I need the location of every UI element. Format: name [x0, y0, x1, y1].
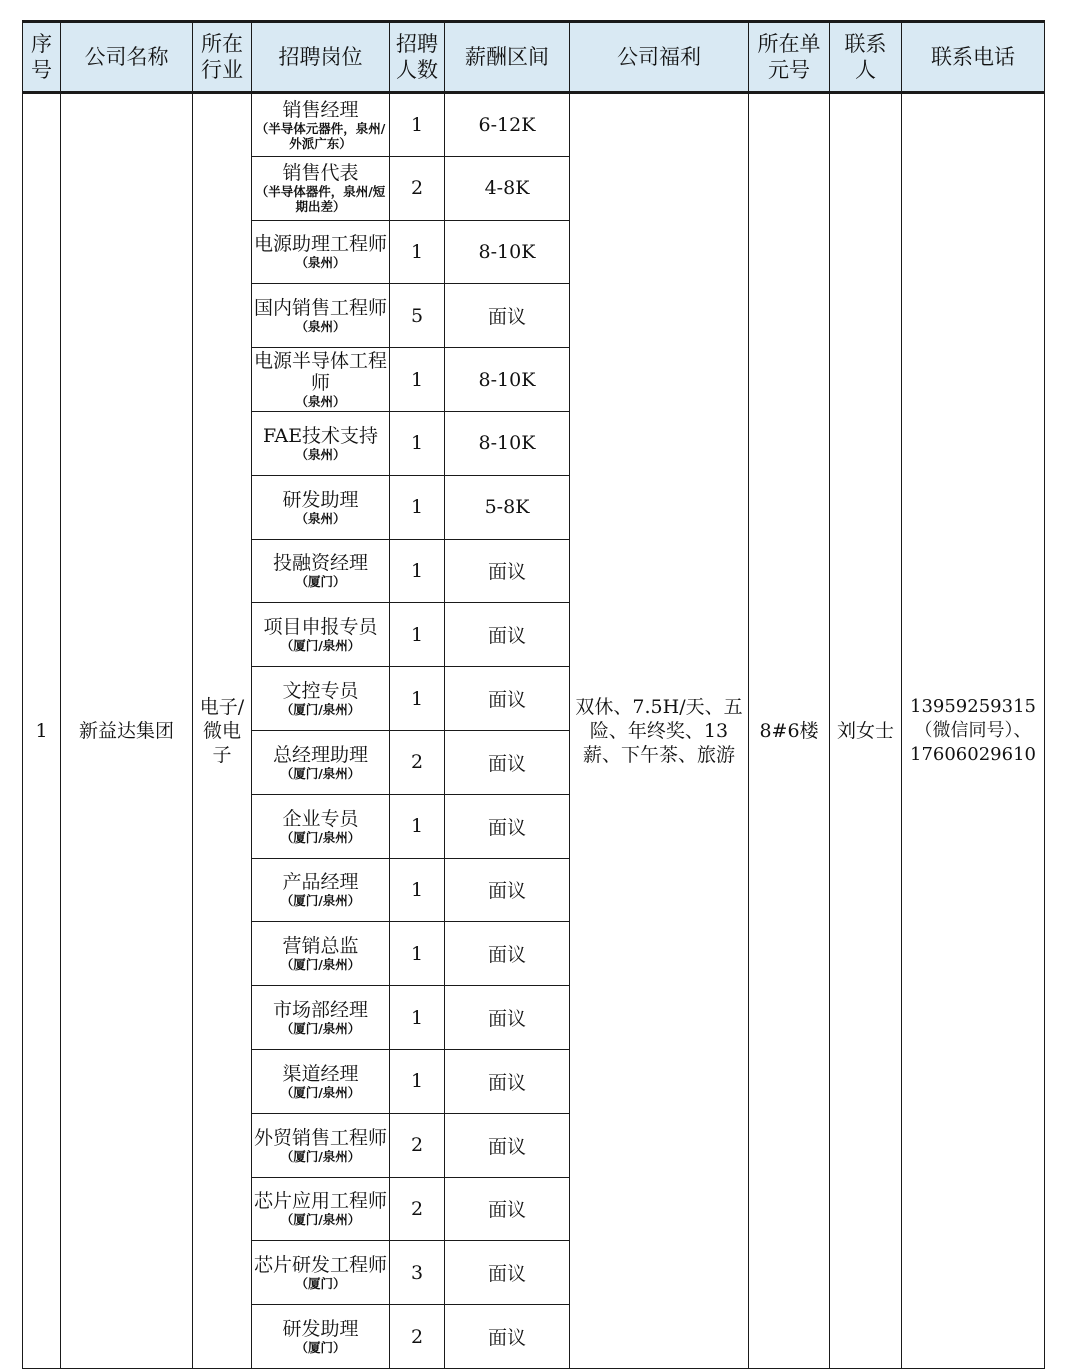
position-location: （厦门/泉州） [280, 702, 361, 718]
position-location: （厦门） [295, 574, 346, 590]
position-cell [252, 348, 390, 412]
position-count: 2 [390, 156, 445, 220]
position-salary: 8-10K [445, 220, 570, 284]
position-title: 国内销售工程师 [254, 297, 388, 320]
position-title: 文控专员 [282, 680, 359, 703]
position-location: （半导体元器件，泉州/外派广东） [255, 120, 386, 151]
position-title: 芯片研发工程师 [254, 1254, 388, 1277]
header-benefits: 公司福利 [570, 22, 749, 93]
company-name: 新益达集团 [61, 93, 193, 1369]
position-cell [252, 922, 390, 986]
position-count: 1 [390, 220, 445, 284]
position-salary: 6-12K [445, 93, 570, 157]
header-salary: 薪酬区间 [445, 22, 570, 93]
position-cell [252, 603, 390, 667]
position-location: （厦门） [295, 1340, 346, 1356]
position-salary: 面议 [445, 858, 570, 922]
position-location: （厦门/泉州） [280, 893, 361, 909]
header-row [23, 22, 1045, 93]
position-count: 1 [390, 794, 445, 858]
position-title: 项目申报专员 [263, 616, 378, 639]
position-count: 1 [390, 1049, 445, 1113]
table-row [23, 93, 1045, 157]
position-location: （半导体器件，泉州/短期出差） [255, 184, 386, 215]
position-title: 电源半导体工程师 [254, 350, 388, 395]
position-count: 2 [390, 730, 445, 794]
position-location: （厦门/泉州） [280, 957, 361, 973]
header-index: 序号 [23, 22, 61, 93]
position-location: （厦门/泉州） [280, 765, 361, 781]
position-title: 营销总监 [282, 935, 359, 958]
company-phone: 13959259315（微信同号）、17606029610 [902, 93, 1045, 1369]
position-salary: 面议 [445, 794, 570, 858]
position-salary: 面议 [445, 603, 570, 667]
position-location: （泉州） [295, 394, 346, 410]
position-location: （泉州） [295, 255, 346, 271]
position-title: 研发助理 [282, 1318, 359, 1341]
position-location: （厦门/泉州） [280, 1084, 361, 1100]
position-cell [252, 220, 390, 284]
position-salary: 面议 [445, 284, 570, 348]
position-count: 1 [390, 348, 445, 412]
position-salary: 面议 [445, 1305, 570, 1369]
position-count: 2 [390, 1177, 445, 1241]
position-title: 企业专员 [282, 807, 359, 830]
position-title: 渠道经理 [282, 1062, 359, 1085]
position-cell [252, 986, 390, 1050]
position-count: 5 [390, 284, 445, 348]
position-cell [252, 794, 390, 858]
position-cell [252, 539, 390, 603]
position-title: 芯片应用工程师 [254, 1190, 388, 1213]
header-industry: 所在行业 [193, 22, 252, 93]
position-cell [252, 284, 390, 348]
position-title: 产品经理 [282, 871, 359, 894]
position-cell [252, 1241, 390, 1305]
position-cell [252, 667, 390, 731]
position-title: 市场部经理 [272, 999, 368, 1022]
position-salary: 面议 [445, 1049, 570, 1113]
header-company: 公司名称 [61, 22, 193, 93]
position-count: 2 [390, 1305, 445, 1369]
position-salary: 面议 [445, 1113, 570, 1177]
position-cell [252, 1305, 390, 1369]
position-cell [252, 858, 390, 922]
position-count: 2 [390, 1113, 445, 1177]
company-contact: 刘女士 [830, 93, 902, 1369]
company-index: 1 [23, 93, 61, 1369]
position-location: （泉州） [295, 319, 346, 335]
position-count: 1 [390, 986, 445, 1050]
position-salary: 面议 [445, 667, 570, 731]
position-count: 1 [390, 93, 445, 157]
position-count: 1 [390, 667, 445, 731]
table-body [23, 93, 1045, 1369]
position-salary: 5-8K [445, 475, 570, 539]
position-salary: 面议 [445, 730, 570, 794]
position-title: 电源助理工程师 [254, 233, 388, 256]
position-location: （厦门/泉州） [280, 1212, 361, 1228]
position-cell [252, 730, 390, 794]
position-count: 1 [390, 603, 445, 667]
header-unit: 所在单元号 [749, 22, 830, 93]
position-cell [252, 156, 390, 220]
position-count: 1 [390, 922, 445, 986]
header-count: 招聘人数 [390, 22, 445, 93]
position-count: 1 [390, 858, 445, 922]
position-title: 销售经理 [282, 98, 359, 121]
position-salary: 面议 [445, 1177, 570, 1241]
position-title: 研发助理 [282, 488, 359, 511]
position-salary: 面议 [445, 1241, 570, 1305]
position-salary: 4-8K [445, 156, 570, 220]
position-title: 投融资经理 [272, 552, 368, 575]
position-cell [252, 1113, 390, 1177]
position-title: FAE技术支持 [262, 424, 379, 447]
company-benefits: 双休、7.5H/天、五险、年终奖、13薪、下午茶、旅游 [570, 93, 749, 1369]
position-count: 1 [390, 539, 445, 603]
position-location: （泉州） [295, 510, 346, 526]
company-industry: 电子/微电子 [193, 93, 252, 1369]
company-unit: 8#6楼 [749, 93, 830, 1369]
position-cell [252, 1049, 390, 1113]
position-title: 总经理助理 [272, 743, 368, 766]
position-cell [252, 411, 390, 475]
position-cell [252, 93, 390, 157]
position-location: （厦门/泉州） [280, 829, 361, 845]
position-count: 3 [390, 1241, 445, 1305]
position-salary: 8-10K [445, 411, 570, 475]
header-position: 招聘岗位 [252, 22, 390, 93]
position-title: 销售代表 [282, 162, 359, 185]
position-salary: 8-10K [445, 348, 570, 412]
position-cell [252, 475, 390, 539]
position-title: 外贸销售工程师 [254, 1126, 388, 1149]
position-location: （厦门/泉州） [280, 1148, 361, 1164]
position-cell [252, 1177, 390, 1241]
position-location: （厦门） [295, 1276, 346, 1292]
recruitment-table [22, 20, 1045, 1369]
position-location: （厦门/泉州） [280, 1021, 361, 1037]
position-salary: 面议 [445, 922, 570, 986]
position-count: 1 [390, 411, 445, 475]
position-salary: 面议 [445, 986, 570, 1050]
position-location: （泉州） [295, 446, 346, 462]
header-contact: 联系人 [830, 22, 902, 93]
recruitment-sheet [22, 20, 1045, 1369]
position-count: 1 [390, 475, 445, 539]
position-salary: 面议 [445, 539, 570, 603]
position-location: （厦门/泉州） [280, 638, 361, 654]
header-phone: 联系电话 [902, 22, 1045, 93]
